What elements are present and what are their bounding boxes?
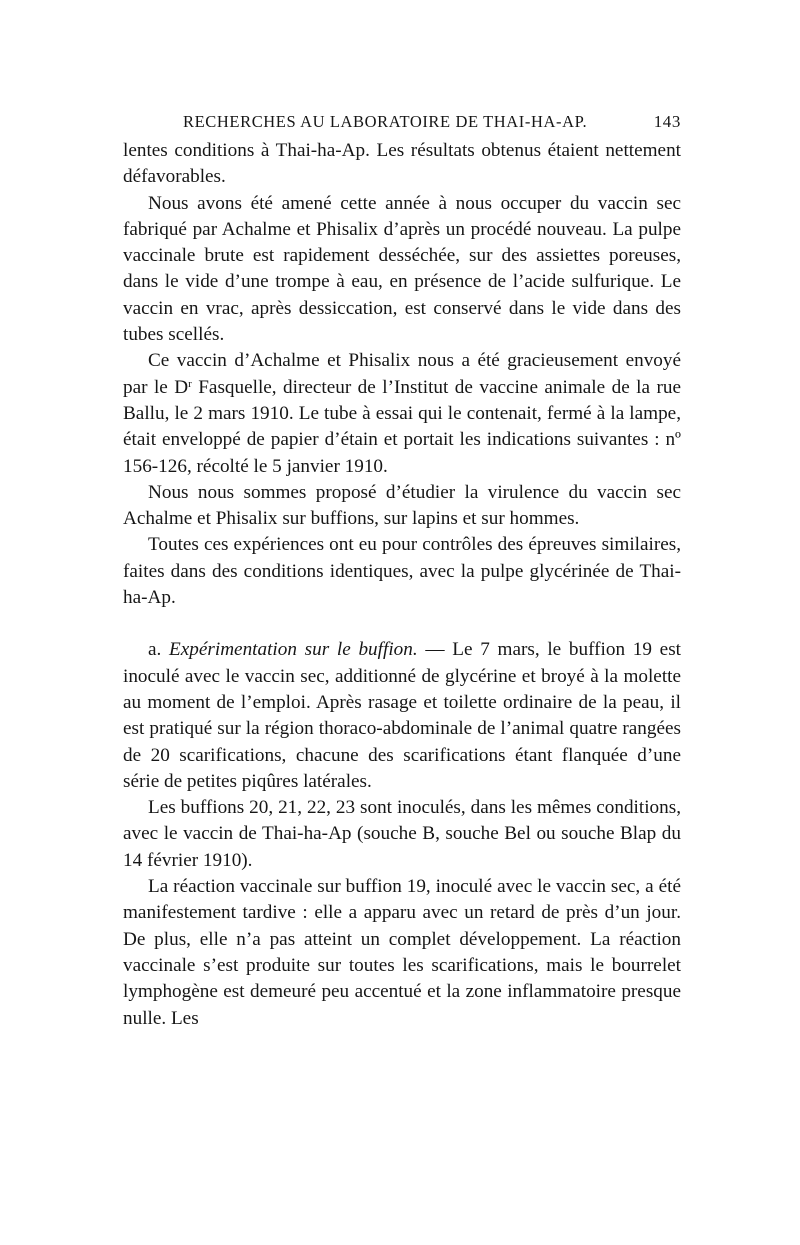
running-header (123, 108, 681, 134)
paragraph-4: Nous nous sommes proposé d’étudier la virulence du vaccin sec Achalme et Phisalix sur buffions, sur lapins et sur hommes. (123, 481, 681, 530)
page-number: 143 (653, 112, 681, 131)
paragraph-8: La réaction vaccinale sur buffion 19, inoculé avec le vaccin sec, a été manifestement tardive : elle a apparu avec un retard de près d’un jour. De plus, elle n’a pas atteint un complet développement. La réaction vaccinale s’est produite sur toutes les scarifications, mais le bourrelet lymphogène est demeuré peu accentué et la zone inflammatoire presque nulle. Les (123, 876, 681, 1029)
paragraph-6-text: — Le 7 mars, le buffion 19 est inoculé avec le vaccin sec, additionné de glycérine et broyé à la molette au moment de l’emploi. Après rasage et toilette ordinaire de la peau, il est pratiqué sur la région thoraco-abdominale de l’animal quatre rangées de 20 scarifications, chacune des scarifications étant flanquée d’une série de petites piqûres latérales. (123, 639, 681, 792)
paragraph-3-text-b: Fasquelle, directeur de l’Institut de vaccine animale de la rue Ballu, le 2 mars 1910. Le tube à essai qui le contenait, fermé à la lampe, était enveloppé de papier d’étain et portait les indications suivantes : nº 156-126, récolté le 5 janvier 1910. (123, 376, 681, 477)
paragraph-2: Nous avons été amené cette année à nous occuper du vaccin sec fabriqué par Achalme et Phisalix d’après un procédé nouveau. La pulpe vaccinale brute est rapidement desséchée, sur des assiettes poreuses, dans le vide d’une trompe à eau, en présence de l’acide sulfurique. Le vaccin en vrac, après dessiccation, est conservé dans le vide dans des tubes scellés. (123, 192, 681, 346)
paragraph-1: lentes conditions à Thai-ha-Ap. Les résultats obtenus étaient nettement défavorables. (123, 140, 681, 188)
section-heading: Expérimentation sur le buffion. (169, 639, 418, 661)
paragraph-3 (123, 348, 681, 479)
paragraph-6 (123, 637, 681, 795)
doctor-abbrev-superscript: r (188, 377, 192, 390)
paragraph-5: Toutes ces expériences ont eu pour contrôles des épreuves similaires, faites dans des conditions identiques, avec la pulpe glycérinée de Thai-ha-Ap. (123, 534, 681, 609)
section-label: a. (148, 639, 162, 661)
paragraph-7: Les buffions 20, 21, 22, 23 sont inoculés, dans les mêmes conditions, avec le vaccin de Thai-ha-Ap (souche B, souche Bel ou souche Blap du 14 février 1910). (123, 797, 681, 871)
running-title: RECHERCHES AU LABORATOIRE DE THAI-HA-AP. (183, 112, 588, 131)
paragraph-3-text-a: Ce vaccin d’Achalme et Phisalix nous a été gracieusement envoyé par le D (123, 350, 681, 398)
document-page (123, 108, 681, 1032)
